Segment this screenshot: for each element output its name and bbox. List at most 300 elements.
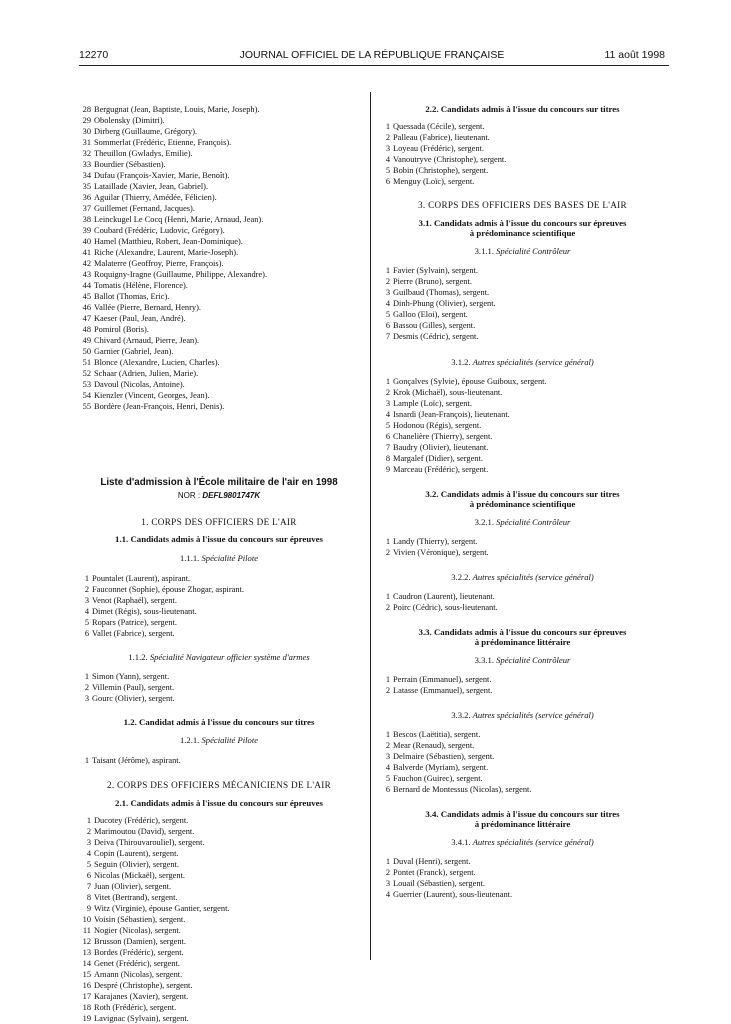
item-number: 5 [385, 166, 390, 175]
name-list [380, 376, 665, 475]
item-name: Voisin (Sébastien), sergent. [94, 915, 186, 924]
item-name: Brusson (Damien), sergent. [94, 937, 186, 946]
list-item [79, 1002, 359, 1013]
item-name: Vivien (Véronique), sergent. [393, 548, 489, 557]
item-number: 40 [82, 237, 91, 246]
item-name: Nogier (Nicolas), sergent. [94, 926, 181, 935]
item-number: 44 [82, 281, 91, 290]
item-number: 2 [385, 277, 390, 286]
item-name: Poirc (Cédric), sous-lieutenant. [393, 603, 498, 612]
candidates-heading [380, 627, 665, 647]
item-number: 50 [82, 347, 91, 356]
item-name: Favier (Sylvain), sergent. [393, 266, 478, 275]
item-number: 32 [82, 149, 91, 158]
list-item [380, 431, 665, 442]
item-number: 3 [385, 879, 390, 888]
item-name: Loyeau (Frédéric), sergent. [393, 144, 485, 153]
item-number: 1 [385, 592, 390, 601]
item-name: Bergugnat (Jean, Baptiste, Louis, Marie, Joseph). [94, 105, 260, 114]
item-number: 1 [84, 756, 89, 765]
item-name: Chivard (Arnaud, Pierre, Jean). [94, 336, 200, 345]
list-item [79, 258, 359, 269]
item-number: 1 [385, 122, 390, 131]
candidates-heading: 2.1. Candidats admis à l'issue du concours sur épreuves [115, 798, 323, 808]
item-name: Pontet (Franck), sergent. [393, 868, 476, 877]
item-number: 3 [385, 288, 390, 297]
item-name: Vanoutryve (Christophe), sergent. [393, 155, 507, 164]
list-item [79, 991, 359, 1002]
item-name: Marimoutou (David), sergent. [94, 827, 195, 836]
name-list [380, 121, 665, 187]
left-column [79, 104, 359, 1024]
item-number: 38 [82, 215, 91, 224]
item-name: Schaar (Adrien, Julien, Marie). [94, 369, 199, 378]
item-number: 33 [82, 160, 91, 169]
item-name: Blonce (Alexandre, Lucien, Charles). [94, 358, 220, 367]
list-item [79, 903, 359, 914]
item-name: Duval (Henri), sergent. [393, 857, 471, 866]
item-number: 1 [86, 816, 91, 825]
specialty-label: Autres spécialités (service général) [472, 710, 594, 720]
specialty-label: Autres spécialités (service général) [472, 357, 594, 367]
list-item [380, 276, 665, 287]
nor-reference [79, 490, 359, 501]
name-list [79, 573, 359, 639]
list-item [79, 693, 359, 704]
item-name: Guillemet (Fernand, Jacques). [94, 204, 195, 213]
list-item [79, 203, 359, 214]
item-number: 5 [84, 618, 89, 627]
item-number: 1 [385, 266, 390, 275]
item-number: 2 [385, 741, 390, 750]
nor-code: DEFL9801747K [202, 491, 261, 500]
specialty-label: Spécialité Navigateur officier système d'armes [149, 652, 310, 662]
item-name: Dinh-Phung (Olivier), sergent. [393, 299, 496, 308]
item-name: Obolensky (Dimitri). [94, 116, 165, 125]
item-name: Isnardi (Jean-François), lieutenant. [393, 410, 510, 419]
item-number: 7 [86, 882, 91, 891]
candidates-heading-line: 3.1. Candidats admis à l'issue du concours sur épreuves [418, 218, 627, 228]
list-item [380, 165, 665, 176]
list-item [380, 387, 665, 398]
name-list [79, 815, 359, 1024]
item-number: 4 [385, 890, 390, 899]
item-name: Pomirol (Boris). [94, 325, 149, 334]
specialty-heading [380, 517, 665, 528]
item-number: 51 [82, 358, 91, 367]
item-name: Dufau (François-Xavier, Marie, Benoît). [94, 171, 230, 180]
list-item [79, 335, 359, 346]
list-item [79, 892, 359, 903]
item-number: 42 [82, 259, 91, 268]
list-item [79, 192, 359, 203]
list-item [79, 617, 359, 628]
corps-heading: 3. CORPS DES OFFICIERS DES BASES DE L'AIR [418, 200, 627, 210]
list-item [380, 331, 665, 342]
list-item [79, 104, 359, 115]
item-number: 1 [385, 377, 390, 386]
item-name: Simon (Yann), sergent. [92, 672, 170, 681]
item-number: 30 [82, 127, 91, 136]
list-item [380, 376, 665, 387]
item-name: Ducotey (Frédéric), sergent. [94, 816, 189, 825]
item-number: 8 [385, 454, 390, 463]
specialty-number: 1.1.2. [128, 652, 148, 662]
list-item [79, 573, 359, 584]
list-item [380, 867, 665, 878]
item-number: 3 [385, 399, 390, 408]
item-name: Gonçalves (Sylvie), épouse Guiboux, sergent. [393, 377, 547, 386]
item-name: Kienzler (Vincent, Georges, Jean). [94, 391, 210, 400]
item-number: 1 [385, 537, 390, 546]
item-name: Baudry (Olivier), lieutenant. [393, 443, 489, 452]
item-name: Bobin (Christophe), sergent. [393, 166, 489, 175]
item-number: 52 [82, 369, 91, 378]
item-number: 34 [82, 171, 91, 180]
list-item [79, 126, 359, 137]
list-item [380, 442, 665, 453]
item-name: Palleau (Fabrice), lieutenant. [393, 133, 490, 142]
item-name: Juan (Olivier), sergent. [94, 882, 172, 891]
item-name: Nicolas (Mickaël), sergent. [94, 871, 186, 880]
item-name: Roth (Frédéric), sergent. [94, 1003, 177, 1012]
item-name: Genet (Frédéric), sergent. [94, 959, 180, 968]
item-number: 13 [82, 948, 91, 957]
page-header [79, 49, 665, 63]
list-item [79, 357, 359, 368]
item-number: 5 [86, 860, 91, 869]
candidates-heading: 1.2. Candidat admis à l'issue du concours sur titres [123, 717, 315, 727]
item-name: Theuillon (Gwladys, Emilie). [94, 149, 193, 158]
specialty-label: Autres spécialités (service général) [472, 837, 594, 847]
item-name: Ropars (Patrice), sergent. [92, 618, 177, 627]
item-name: Margalef (Didier), sergent. [393, 454, 483, 463]
list-item [380, 602, 665, 613]
item-name: Leinckugel Le Cocq (Henri, Marie, Arnaud, Jean). [94, 215, 264, 224]
specialty-heading [79, 553, 359, 564]
corps-heading: 2. CORPS DES OFFICIERS MÉCANICIENS DE L'AIR [106, 780, 332, 790]
name-list [380, 265, 665, 342]
item-name: Vallée (Pierre, Bernard, Henry). [94, 303, 201, 312]
item-name: Aguilar (Thierry, Amédée, Félicien). [94, 193, 217, 202]
candidates-heading-line: à prédominance scientifique [469, 228, 576, 238]
list-item [380, 740, 665, 751]
item-number: 1 [84, 574, 89, 583]
list-item [79, 628, 359, 639]
list-item [79, 755, 359, 766]
item-name: Roquigny-Iragne (Guillaume, Philippe, Alexandre). [94, 270, 268, 279]
item-name: Chanelière (Thierry), sergent. [393, 432, 493, 441]
item-number: 1 [385, 730, 390, 739]
list-item [79, 236, 359, 247]
specialty-heading [380, 837, 665, 848]
list-item [380, 889, 665, 900]
item-number: 39 [82, 226, 91, 235]
item-name: Pountalet (Laurent), aspirant. [92, 574, 191, 583]
item-name: Pierre (Bruno), sergent. [393, 277, 472, 286]
list-item [79, 170, 359, 181]
item-number: 6 [86, 871, 91, 880]
item-number: 17 [82, 992, 91, 1001]
list-item [79, 324, 359, 335]
list-item [79, 859, 359, 870]
specialty-label: Spécialité Contrôleur [496, 517, 571, 527]
item-number: 5 [385, 774, 390, 783]
item-name: Menguy (Loïc), sergent. [393, 177, 475, 186]
list-item [380, 309, 665, 320]
specialty-heading [380, 357, 665, 368]
item-name: Guerrier (Laurent), sous-lieutenant. [393, 890, 513, 899]
list-item [380, 320, 665, 331]
corps-heading: 1. CORPS DES OFFICIERS DE L'AIR [141, 517, 297, 527]
list-item [79, 925, 359, 936]
item-name: Bordes (Frédéric), sergent. [94, 948, 184, 957]
list-item [79, 401, 359, 412]
list-item [380, 420, 665, 431]
list-item [79, 870, 359, 881]
specialty-label: Spécialité Pilote [201, 553, 259, 563]
specialty-label: Spécialité Pilote [201, 735, 259, 745]
item-number: 47 [82, 314, 91, 323]
item-name: Sommerlat (Frédéric, Etienne, François). [94, 138, 232, 147]
item-name: Delmaire (Sébastien), sergent. [393, 752, 495, 761]
item-number: 6 [385, 321, 390, 330]
list-item [79, 291, 359, 302]
item-name: Witz (Virginie), épouse Gantier, sergent. [94, 904, 230, 913]
list-item [79, 346, 359, 357]
list-item [79, 826, 359, 837]
item-number: 4 [385, 155, 390, 164]
item-name: Tomatis (Hélène, Florence). [94, 281, 188, 290]
item-number: 41 [82, 248, 91, 257]
list-item [79, 225, 359, 236]
item-name: Louail (Sébastien), sergent. [393, 879, 485, 888]
specialty-heading [380, 572, 665, 583]
nor-label: NOR : [177, 491, 201, 500]
item-number: 43 [82, 270, 91, 279]
item-name: Mear (Renaud), sergent. [393, 741, 475, 750]
list-item [79, 584, 359, 595]
item-number: 54 [82, 391, 91, 400]
list-item [380, 536, 665, 547]
name-list [380, 856, 665, 900]
item-number: 28 [82, 105, 91, 114]
item-name: Dimet (Régis), sous-lieutenant. [92, 607, 197, 616]
name-list [380, 536, 665, 558]
item-name: Caudron (Laurent), lieutenant. [393, 592, 495, 601]
section-title: Liste d'admission à l'École militaire de l'air en 1998 [100, 477, 338, 488]
list-item [380, 591, 665, 602]
specialty-number: 3.1.1. [474, 246, 494, 256]
specialty-number: 3.1.2. [451, 357, 471, 367]
candidates-heading-line: à prédominance littéraire [474, 819, 571, 829]
list-item [79, 148, 359, 159]
item-name: Perrain (Emmanuel), sergent. [393, 675, 492, 684]
list-item [79, 958, 359, 969]
item-name: Hamel (Matthieu, Robert, Jean-Dominique). [94, 237, 243, 246]
list-item [380, 547, 665, 558]
item-name: Lataillade (Xavier, Jean, Gabriel). [94, 182, 209, 191]
item-number: 4 [385, 763, 390, 772]
candidates-heading: 2.2. Candidats admis à l'issue du concours sur titres [425, 104, 620, 114]
specialty-number: 3.4.1. [451, 837, 471, 847]
list-item [380, 287, 665, 298]
list-item [380, 674, 665, 685]
item-name: Bourdier (Sébastien). [94, 160, 166, 169]
item-number: 1 [385, 857, 390, 866]
item-number: 3 [385, 752, 390, 761]
list-item [380, 751, 665, 762]
list-item [79, 269, 359, 280]
item-name: Davoul (Nicolas, Antoine). [94, 380, 185, 389]
item-name: Bordère (Jean-François, Henri, Denis). [94, 402, 225, 411]
list-item [380, 784, 665, 795]
specialty-number: 1.2.1. [179, 735, 200, 745]
item-number: 3 [84, 596, 89, 605]
list-item [380, 856, 665, 867]
item-name: Bernard de Montessus (Nicolas), sergent. [393, 785, 532, 794]
item-number: 8 [86, 893, 91, 902]
item-number: 19 [82, 1014, 91, 1023]
item-number: 2 [385, 548, 390, 557]
candidates-heading-line: 3.3. Candidats admis à l'issue du concours sur épreuves [418, 627, 627, 637]
item-name: Vallet (Fabrice), sergent. [92, 629, 175, 638]
item-number: 3 [84, 694, 89, 703]
item-name: Riche (Alexandre, Laurent, Marie-Joseph). [94, 248, 239, 257]
item-name: Desmis (Cédric), sergent. [393, 332, 479, 341]
list-item [79, 247, 359, 258]
specialty-number: 3.2.1. [474, 517, 494, 527]
list-item [79, 379, 359, 390]
list-item [380, 409, 665, 420]
candidates-heading-line: 3.2. Candidats admis à l'issue du concours sur titres [425, 489, 620, 499]
list-item [79, 115, 359, 126]
item-number: 1 [385, 675, 390, 684]
item-name: Lample (Loïc), sergent. [393, 399, 472, 408]
item-number: 3 [385, 144, 390, 153]
list-item [79, 837, 359, 848]
list-item [79, 313, 359, 324]
list-item [79, 671, 359, 682]
item-number: 2 [84, 585, 89, 594]
item-name: Landy (Thierry), sergent. [393, 537, 478, 546]
item-name: Copin (Laurent), sergent. [94, 849, 179, 858]
item-number: 37 [82, 204, 91, 213]
specialty-heading [79, 652, 359, 663]
item-number: 9 [385, 465, 390, 474]
page-number: 12270 [79, 49, 109, 61]
item-name: Fauchon (Guirec), sergent. [393, 774, 483, 783]
list-item [380, 729, 665, 740]
list-item [79, 1013, 359, 1024]
item-name: Vitet (Bertrand), sergent. [94, 893, 178, 902]
list-item [79, 214, 359, 225]
item-number: 7 [385, 332, 390, 341]
specialty-number: 3.3.2. [451, 710, 471, 720]
list-item [380, 685, 665, 696]
list-item [79, 980, 359, 991]
name-list [380, 729, 665, 795]
list-item [380, 773, 665, 784]
list-item [380, 453, 665, 464]
list-item [79, 881, 359, 892]
item-number: 49 [82, 336, 91, 345]
item-number: 45 [82, 292, 91, 301]
specialty-heading [79, 735, 359, 746]
item-name: Galloo (Eloi), sergent. [393, 310, 468, 319]
candidates-heading: 1.1. Candidats admis à l'issue du concours sur épreuves [115, 534, 323, 544]
item-number: 2 [86, 827, 91, 836]
item-number: 18 [82, 1003, 91, 1012]
item-name: Krok (Michaël), sous-lieutenant. [393, 388, 503, 397]
name-list [79, 104, 359, 412]
item-number: 55 [82, 402, 91, 411]
item-number: 46 [82, 303, 91, 312]
item-number: 4 [385, 410, 390, 419]
item-number: 2 [385, 133, 390, 142]
list-item [79, 368, 359, 379]
specialty-number: 3.3.1. [474, 655, 494, 665]
list-item [79, 390, 359, 401]
item-number: 31 [82, 138, 91, 147]
candidates-heading [380, 218, 665, 238]
item-name: Guilbaud (Thomas), sergent. [393, 288, 490, 297]
item-name: Garnier (Gabriel, Jean). [94, 347, 174, 356]
candidates-heading-line: à prédominance littéraire [474, 637, 571, 647]
item-name: Gourc (Olivier), sergent. [92, 694, 175, 703]
item-number: 9 [86, 904, 91, 913]
item-name: Deiva (Thirouvarouliel), sergent. [94, 838, 205, 847]
item-number: 6 [385, 785, 390, 794]
list-item [380, 878, 665, 889]
item-name: Balverde (Myriam), sergent. [393, 763, 489, 772]
list-item [380, 176, 665, 187]
specialty-label: Autres spécialités (service général) [472, 572, 594, 582]
item-number: 12 [82, 937, 91, 946]
item-number: 11 [82, 926, 91, 935]
item-number: 2 [385, 686, 390, 695]
item-number: 36 [82, 193, 91, 202]
item-number: 4 [86, 849, 91, 858]
item-name: Malaterre (Geoffroy, Pierre, François). [94, 259, 224, 268]
item-name: Ballot (Thomas, Eric). [94, 292, 170, 301]
item-number: 6 [385, 177, 390, 186]
name-list [79, 671, 359, 704]
name-list [380, 674, 665, 696]
item-number: 35 [82, 182, 91, 191]
item-name: Marceau (Frédéric), sergent. [393, 465, 489, 474]
item-number: 48 [82, 325, 91, 334]
candidates-heading-line: à prédominance scientifique [469, 499, 576, 509]
right-column [380, 104, 665, 900]
specialty-label: Spécialité Contrôleur [496, 655, 571, 665]
specialty-heading [380, 655, 665, 666]
item-name: Seguin (Olivier), sergent. [94, 860, 179, 869]
specialty-label: Spécialité Contrôleur [496, 246, 571, 256]
publication-date: 11 août 1998 [604, 49, 665, 61]
item-number: 3 [86, 838, 91, 847]
item-number: 7 [385, 443, 390, 452]
item-number: 4 [84, 607, 89, 616]
item-number: 53 [82, 380, 91, 389]
item-name: Taisant (Jérôme), aspirant. [92, 756, 181, 765]
list-item [380, 132, 665, 143]
list-item [79, 302, 359, 313]
item-name: Quessada (Cécile), sergent. [393, 122, 485, 131]
item-number: 29 [82, 116, 91, 125]
item-number: 15 [82, 970, 91, 979]
specialty-heading [380, 246, 665, 257]
